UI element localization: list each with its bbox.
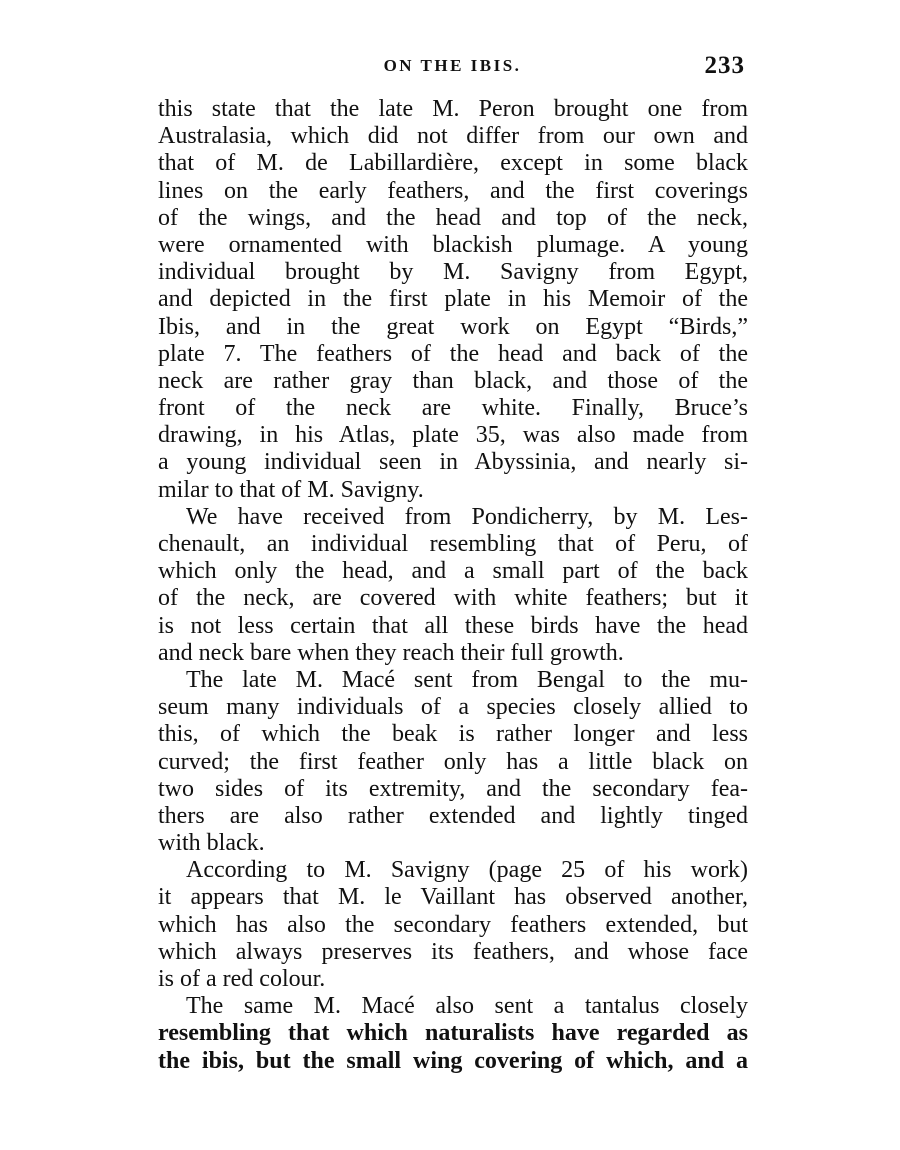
text-line: individual brought by M. Savigny from Egypt,	[158, 259, 748, 286]
text-line: the ibis, but the small wing covering of which, and a	[158, 1047, 748, 1074]
text-line: this state that the late M. Peron brought one from	[158, 96, 748, 122]
text-line: that of M. de Labillardière, except in some black	[158, 150, 748, 177]
text-line: with black.	[158, 830, 265, 857]
text-line: plate 7. The feathers of the head and back of the	[158, 340, 748, 367]
text-line: of the wings, and the head and top of the neck,	[158, 204, 748, 231]
text-line: of the neck, are covered with white feathers; but it	[158, 585, 748, 612]
text-line: drawing, in his Atlas, plate 35, was also made from	[158, 422, 748, 449]
text-line: this, of which the beak is rather longer and less	[158, 721, 748, 748]
text-line: which only the head, and a small part of the back	[158, 558, 748, 585]
text-line: The late M. Macé sent from Bengal to the mu-	[186, 666, 748, 693]
text-line: and depicted in the first plate in his Memoir of the	[158, 286, 748, 313]
text-line: lines on the early feathers, and the first coverings	[158, 177, 748, 204]
running-head	[160, 52, 745, 86]
text-line: which always preserves its feathers, and whose face	[158, 938, 748, 965]
text-line: were ornamented with blackish plumage. A young	[158, 231, 748, 258]
page-number: 233	[704, 52, 745, 79]
text-line: thers are also rather extended and lightly tinged	[158, 802, 748, 829]
text-line: front of the neck are white. Finally, Bruce’s	[158, 395, 748, 422]
text-line: curved; the first feather only has a little black on	[158, 748, 748, 775]
text-line: According to M. Savigny (page 25 of his work)	[186, 857, 748, 884]
text-line: chenault, an individual resembling that of Peru, of	[158, 531, 748, 557]
text-line: is of a red colour.	[158, 966, 326, 992]
text-line: two sides of its extremity, and the secondary fea-	[158, 775, 748, 802]
text-line: a young individual seen in Abyssinia, and nearly si-	[158, 449, 748, 476]
text-line: and neck bare when they reach their full growth.	[158, 639, 624, 666]
text-line: is not less certain that all these birds have the head	[158, 612, 748, 639]
text-line: neck are rather gray than black, and those of the	[158, 367, 748, 394]
body-text	[158, 96, 748, 1075]
text-line: milar to that of M. Savigny.	[158, 476, 424, 503]
text-line: seum many individuals of a species closely allied to	[158, 694, 748, 721]
text-line: it appears that M. le Vaillant has observed another,	[158, 884, 748, 911]
running-title: ON THE IBIS.	[383, 56, 522, 75]
text-line: resembling that which naturalists have regarded as	[158, 1020, 748, 1047]
text-line: which has also the secondary feathers extended, but	[158, 911, 748, 938]
text-line: Australasia, which did not differ from our own and	[158, 123, 748, 150]
text-line: We have received from Pondicherry, by M. Les-	[186, 503, 748, 530]
text-line: Ibis, and in the great work on Egypt “Birds,”	[158, 313, 748, 340]
text-line: The same M. Macé also sent a tantalus closely	[186, 993, 748, 1020]
